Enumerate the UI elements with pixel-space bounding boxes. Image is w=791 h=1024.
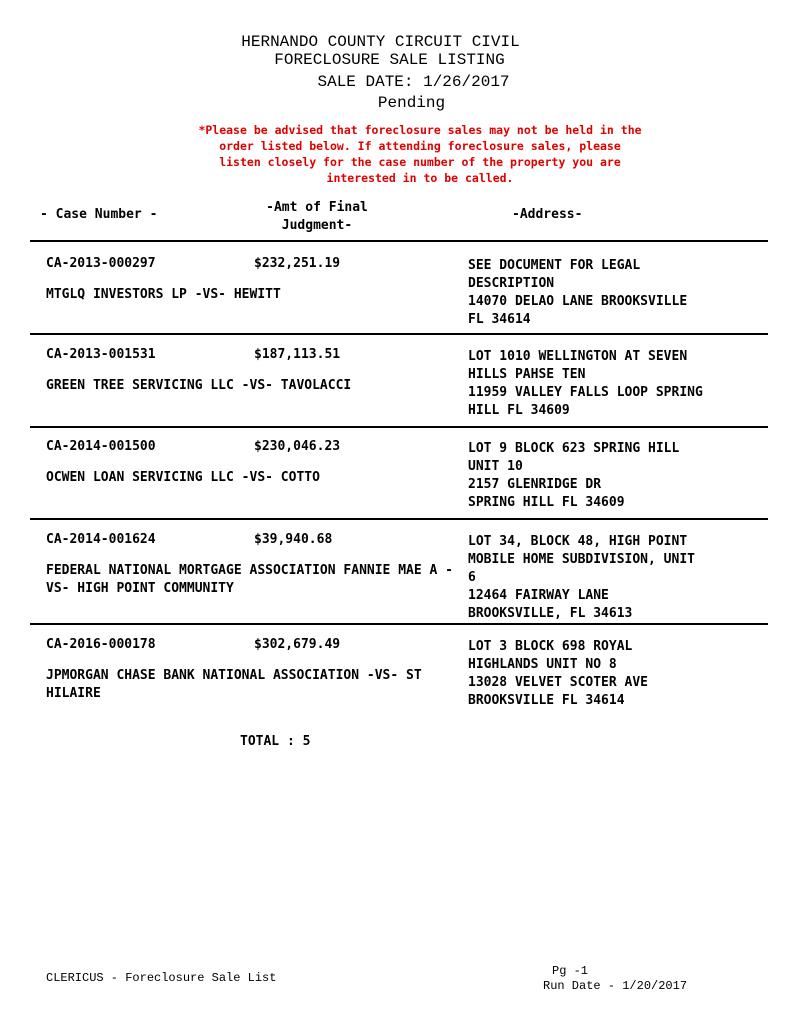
column-header-amount: -Amt of Final Judgment-	[266, 200, 368, 233]
case-parties: MTGLQ INVESTORS LP -VS- HEWITT	[46, 287, 281, 302]
judgment-amount: $302,679.49	[254, 637, 341, 652]
header-divider	[30, 240, 768, 242]
property-address: LOT 1010 WELLINGTON AT SEVEN HILLS PAHSE TEN 11959 VALLEY FALLS LOOP SPRING HILL FL 34609	[468, 349, 703, 418]
case-number: CA-2014-001624	[46, 532, 156, 547]
property-address: SEE DOCUMENT FOR LEGAL DESCRIPTION 14070 DELAO LANE BROOKSVILLE FL 34614	[468, 258, 688, 327]
case-parties: JPMORGAN CHASE BANK NATIONAL ASSOCIATION -VS- ST HILAIRE	[46, 668, 422, 701]
footer-run-date: Run Date - 1/20/2017	[543, 979, 688, 993]
sale-date: SALE DATE: 1/26/2017	[317, 73, 510, 91]
total-count: TOTAL : 5	[240, 734, 311, 749]
property-address: LOT 9 BLOCK 623 SPRING HILL UNIT 10 2157 GLENRIDGE DR SPRING HILL FL 34609	[468, 441, 680, 510]
record-divider	[30, 426, 768, 428]
judgment-amount: $187,113.51	[254, 347, 341, 362]
attendance-notice: *Please be advised that foreclosure sales may not be held in the order listed below. If attending foreclosure sales, please listen closely for the case number of the property you are interested in to be called.	[198, 123, 642, 185]
column-header-case-number: - Case Number -	[40, 207, 158, 222]
case-number: CA-2016-000178	[46, 637, 156, 652]
judgment-amount: $39,940.68	[254, 532, 333, 547]
case-number: CA-2013-000297	[46, 256, 156, 271]
report-title: HERNANDO COUNTY CIRCUIT CIVIL	[241, 33, 520, 51]
footer-page-number: Pg -1	[552, 964, 589, 978]
column-header-address: -Address-	[512, 207, 583, 222]
case-parties: OCWEN LOAN SERVICING LLC -VS- COTTO	[46, 470, 320, 485]
case-parties: GREEN TREE SERVICING LLC -VS- TAVOLACCI	[46, 378, 352, 393]
footer-report-name: CLERICUS - Foreclosure Sale List	[46, 971, 277, 985]
record-divider	[30, 518, 768, 520]
case-number: CA-2013-001531	[46, 347, 156, 362]
case-number: CA-2014-001500	[46, 439, 156, 454]
property-address: LOT 3 BLOCK 698 ROYAL HIGHLANDS UNIT NO 8 13028 VELVET SCOTER AVE BROOKSVILLE FL 34614	[468, 639, 649, 708]
record-divider	[30, 623, 768, 625]
judgment-amount: $230,046.23	[254, 439, 341, 454]
record-divider	[30, 333, 768, 335]
case-parties: FEDERAL NATIONAL MORTGAGE ASSOCIATION FANNIE MAE A -VS- HIGH POINT COMMUNITY	[46, 563, 453, 596]
status-label: Pending	[377, 94, 446, 112]
property-address: LOT 34, BLOCK 48, HIGH POINT MOBILE HOME SUBDIVISION, UNIT 6 12464 FAIRWAY LANE BROOKSVILLE, FL 34613	[468, 534, 695, 621]
judgment-amount: $232,251.19	[254, 256, 341, 271]
report-subtitle: FORECLOSURE SALE LISTING	[274, 51, 505, 69]
